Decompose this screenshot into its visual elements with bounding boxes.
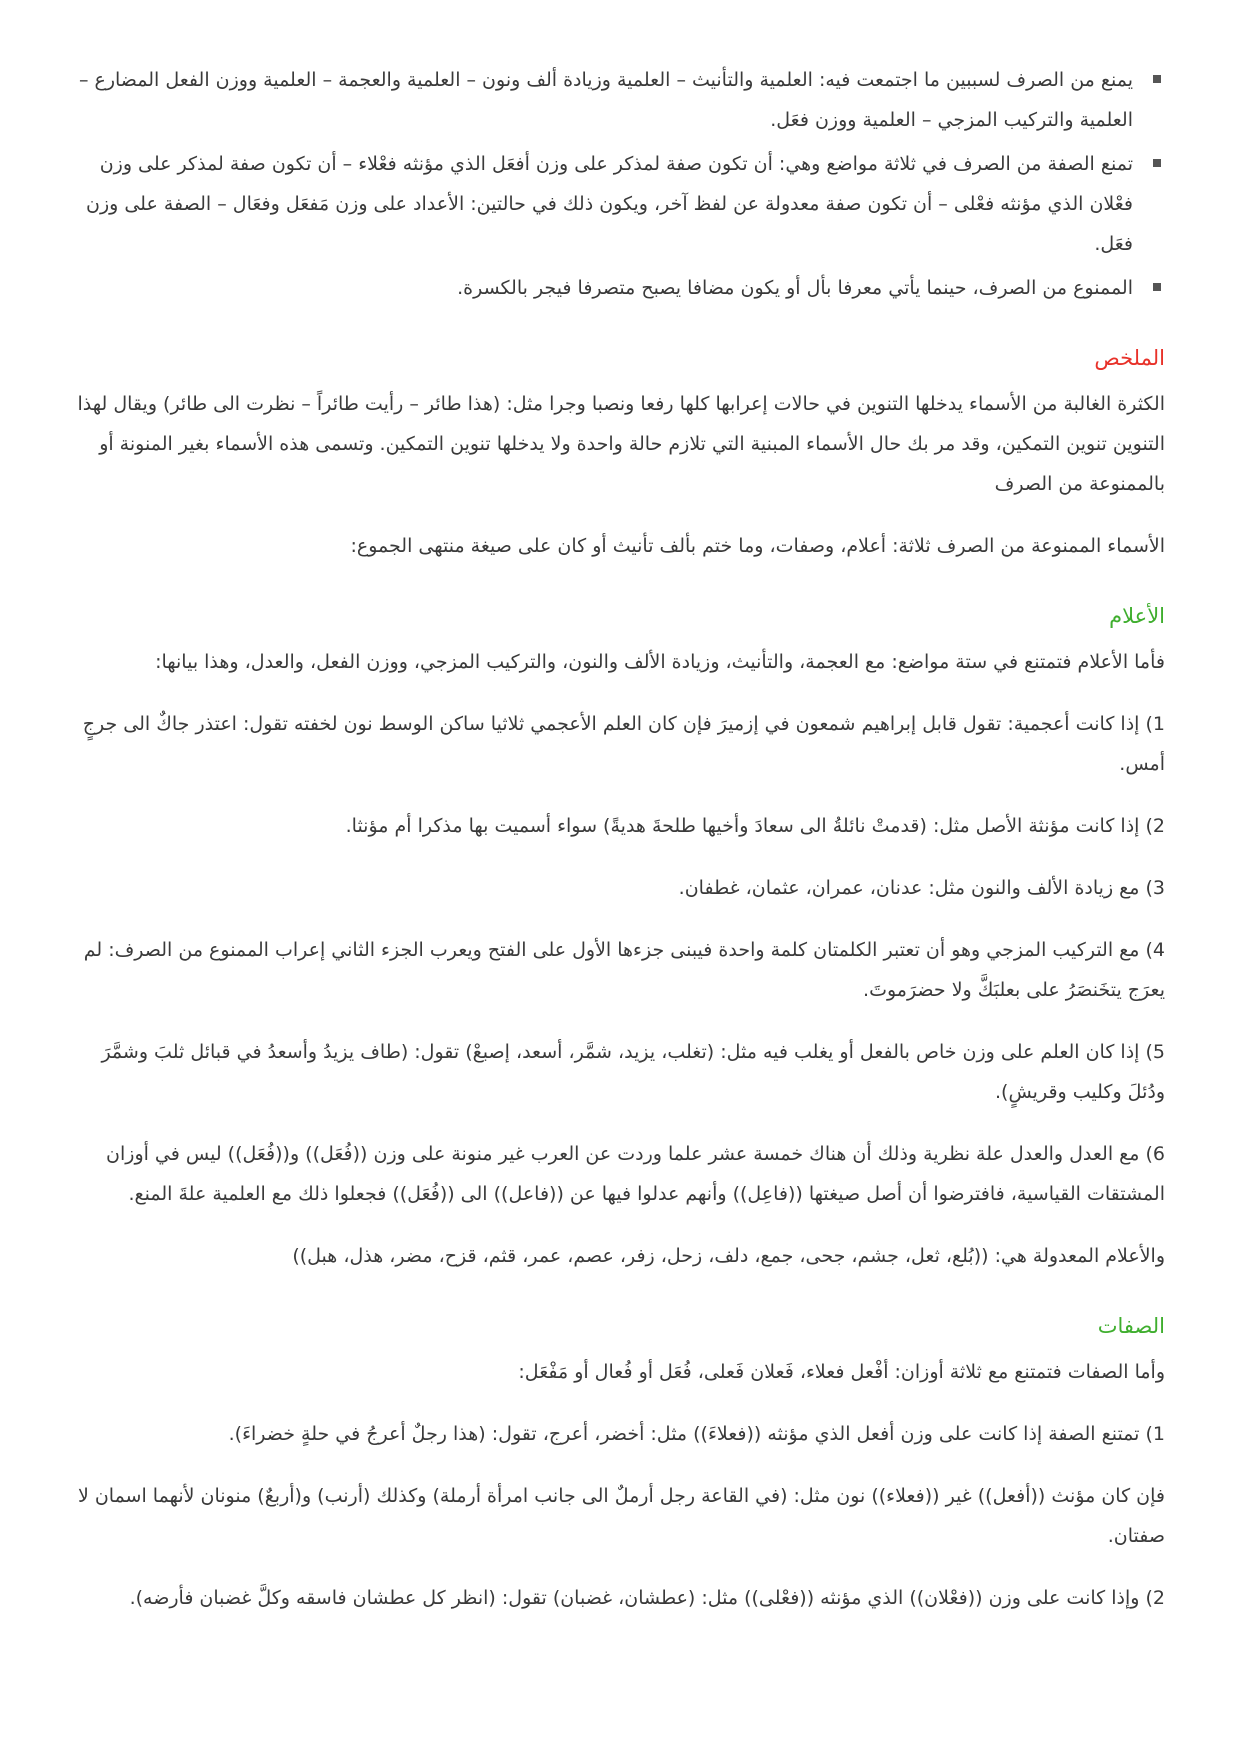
names-item: 6) مع العدل والعدل علة نظرية وذلك أن هناك خمسة عشر علما وردت عن العرب غير منونة على وزن ((فُعَل)) و((فُعَل)) ليس في أوزان المشتقات القياسية، فافترضوا أن أصل صيغتها ((فاعِل)) وأنهم عدلوا فيها عن ((فاعل)) الى ((فُعَل)) فجعلوا ذلك مع العلمية علةَ المنع. [106,1143,1165,1205]
names-item: 3) مع زيادة الألف والنون مثل: عدنان، عمران، عثمان، غطفان. [678,877,1165,899]
list-item [70,60,1165,140]
bullet-text: تمنع الصفة من الصرف في ثلاثة مواضع وهي: أن تكون صفة لمذكر على وزن أفعَل الذي مؤنثه فعْلاء – أن تكون صفة لمذكر على وزن فعْلان الذي مؤنثه فعْلى – أن تكون صفة معدولة عن لفظ آخر، ويكون ذلك في حالتين: الأعداد على وزن مَفعَل وفعَال – الصفة على وزن فعَل. [86,153,1133,255]
names-intro: فأما الأعلام فتمتنع في ستة مواضع: مع العجمة، والتأنيث، وزيادة الألف والنون، والتركيب المزجي، ووزن الفعل، والعدل، وهذا بيانها: [155,651,1165,673]
list-item [70,268,1165,308]
names-item: 5) إذا كان العلم على وزن خاص بالفعل أو يغلب فيه مثل: (تغلب، يزيد، شمَّر، أسعد، إصبعْ) تقول: (طاف يزيدُ وأسعدُ في قبائل ثلبَ وشمَّرَ ودُئلَ وكليب وقريشٍ). [101,1041,1165,1103]
adjectives-intro: وأما الصفات فتمتنع مع ثلاثة أوزان: أفْعل فعلاء، فَعلان فَعلى، فُعَل أو فُعال أو مَفْعَل: [518,1361,1165,1383]
summary-paragraph: الأسماء الممنوعة من الصرف ثلاثة: أعلام، وصفات، وما ختم بألف تأنيث أو كان على صيغة منتهى الجموع: [350,535,1165,557]
summary-paragraph: الكثرة الغالبة من الأسماء يدخلها التنوين في حالات إعرابها كلها رفعا ونصبا وجرا مثل: (هذا طائر – رأيت طائراً – نظرت الى طائر) ويقال لهذا التنوين تنوين التمكين، وقد مر بك حال الأسماء المبنية التي تلازم حالة واحدة ولا يدخلها تنوين التمكين. وتسمى هذه الأسماء بغير المنونة أو بالممنوعة من الصرف [77,393,1165,495]
names-item: 4) مع التركيب المزجي وهو أن تعتبر الكلمتان كلمة واحدة فيبنى جزءها الأول على الفتح ويعرب الجزء الثاني إعراب الممنوع من الصرف: لم يعرَج يتخَنصَرُ على بعلبَكَّ ولا حضرَموتَ. [83,939,1165,1001]
list-item [70,144,1165,264]
bullet-text: يمنع من الصرف لسببين ما اجتمعت فيه: العلمية والتأنيث – العلمية وزيادة ألف ونون – العلمية والعجمة – العلمية ووزن الفعل المضارع – العلمية والتركيب المزجي – العلمية ووزن فعَل. [78,69,1133,131]
names-item: 1) إذا كانت أعجمية: تقول قابل إبراهيم شمعون في إزميرَ فإن كان العلم الأعجمي ثلاثيا ساكن الوسط نون لخفته تقول: اعتذر جاكٌ الى جرجٍ أمس. [82,713,1165,775]
names-item: 2) إذا كانت مؤنثة الأصل مثل: (قدمتْ نائلةُ الى سعادَ وأخيها طلحةَ هديةً) سواء أسميت بها مذكرا أم مؤنثا. [345,815,1165,837]
square-bullet-icon [1153,75,1161,83]
rules-bullet-list [70,60,1165,308]
names-list-line: والأعلام المعدولة هي: ((بُلع، ثعل، جشم، جحى، جمع، دلف، زحل، زفر، عصم، عمر، قثم، قزح، مضر، هذل، هبل)) [292,1245,1165,1267]
summary-heading: الملخص [1094,346,1165,370]
square-bullet-icon [1153,283,1161,291]
adjectives-heading: الصفات [1097,1314,1165,1338]
bullet-text: الممنوع من الصرف، حينما يأتي معرفا بأل أو يكون مضافا يصبح متصرفا فيجر بالكسرة. [457,277,1133,299]
adjectives-item: فإن كان مؤنث ((أفعل)) غير ((فعلاء)) نون مثل: (في القاعة رجل أرملٌ الى جانب امرأة أرملة) وكذلك (أرنب) و(أربعٌ) منونان لأنهما اسمان لا صفتان. [77,1485,1165,1547]
adjectives-item: 1) تمتنع الصفة إذا كانت على وزن أفعل الذي مؤنثه ((فعلاءَ)) مثل: أخضر، أعرج، تقول: (هذا رجلٌ أعرجُ في حلةٍ خضراءَ). [228,1423,1165,1445]
square-bullet-icon [1153,159,1161,167]
adjectives-item: 2) وإذا كانت على وزن ((فعْلان)) الذي مؤنثه ((فعْلى)) مثل: (عطشان، غضبان) تقول: (انظر كل عطشان فاسقه وكلَّ غضبان فأرضه). [129,1587,1165,1609]
names-heading: الأعلام [1109,604,1165,628]
